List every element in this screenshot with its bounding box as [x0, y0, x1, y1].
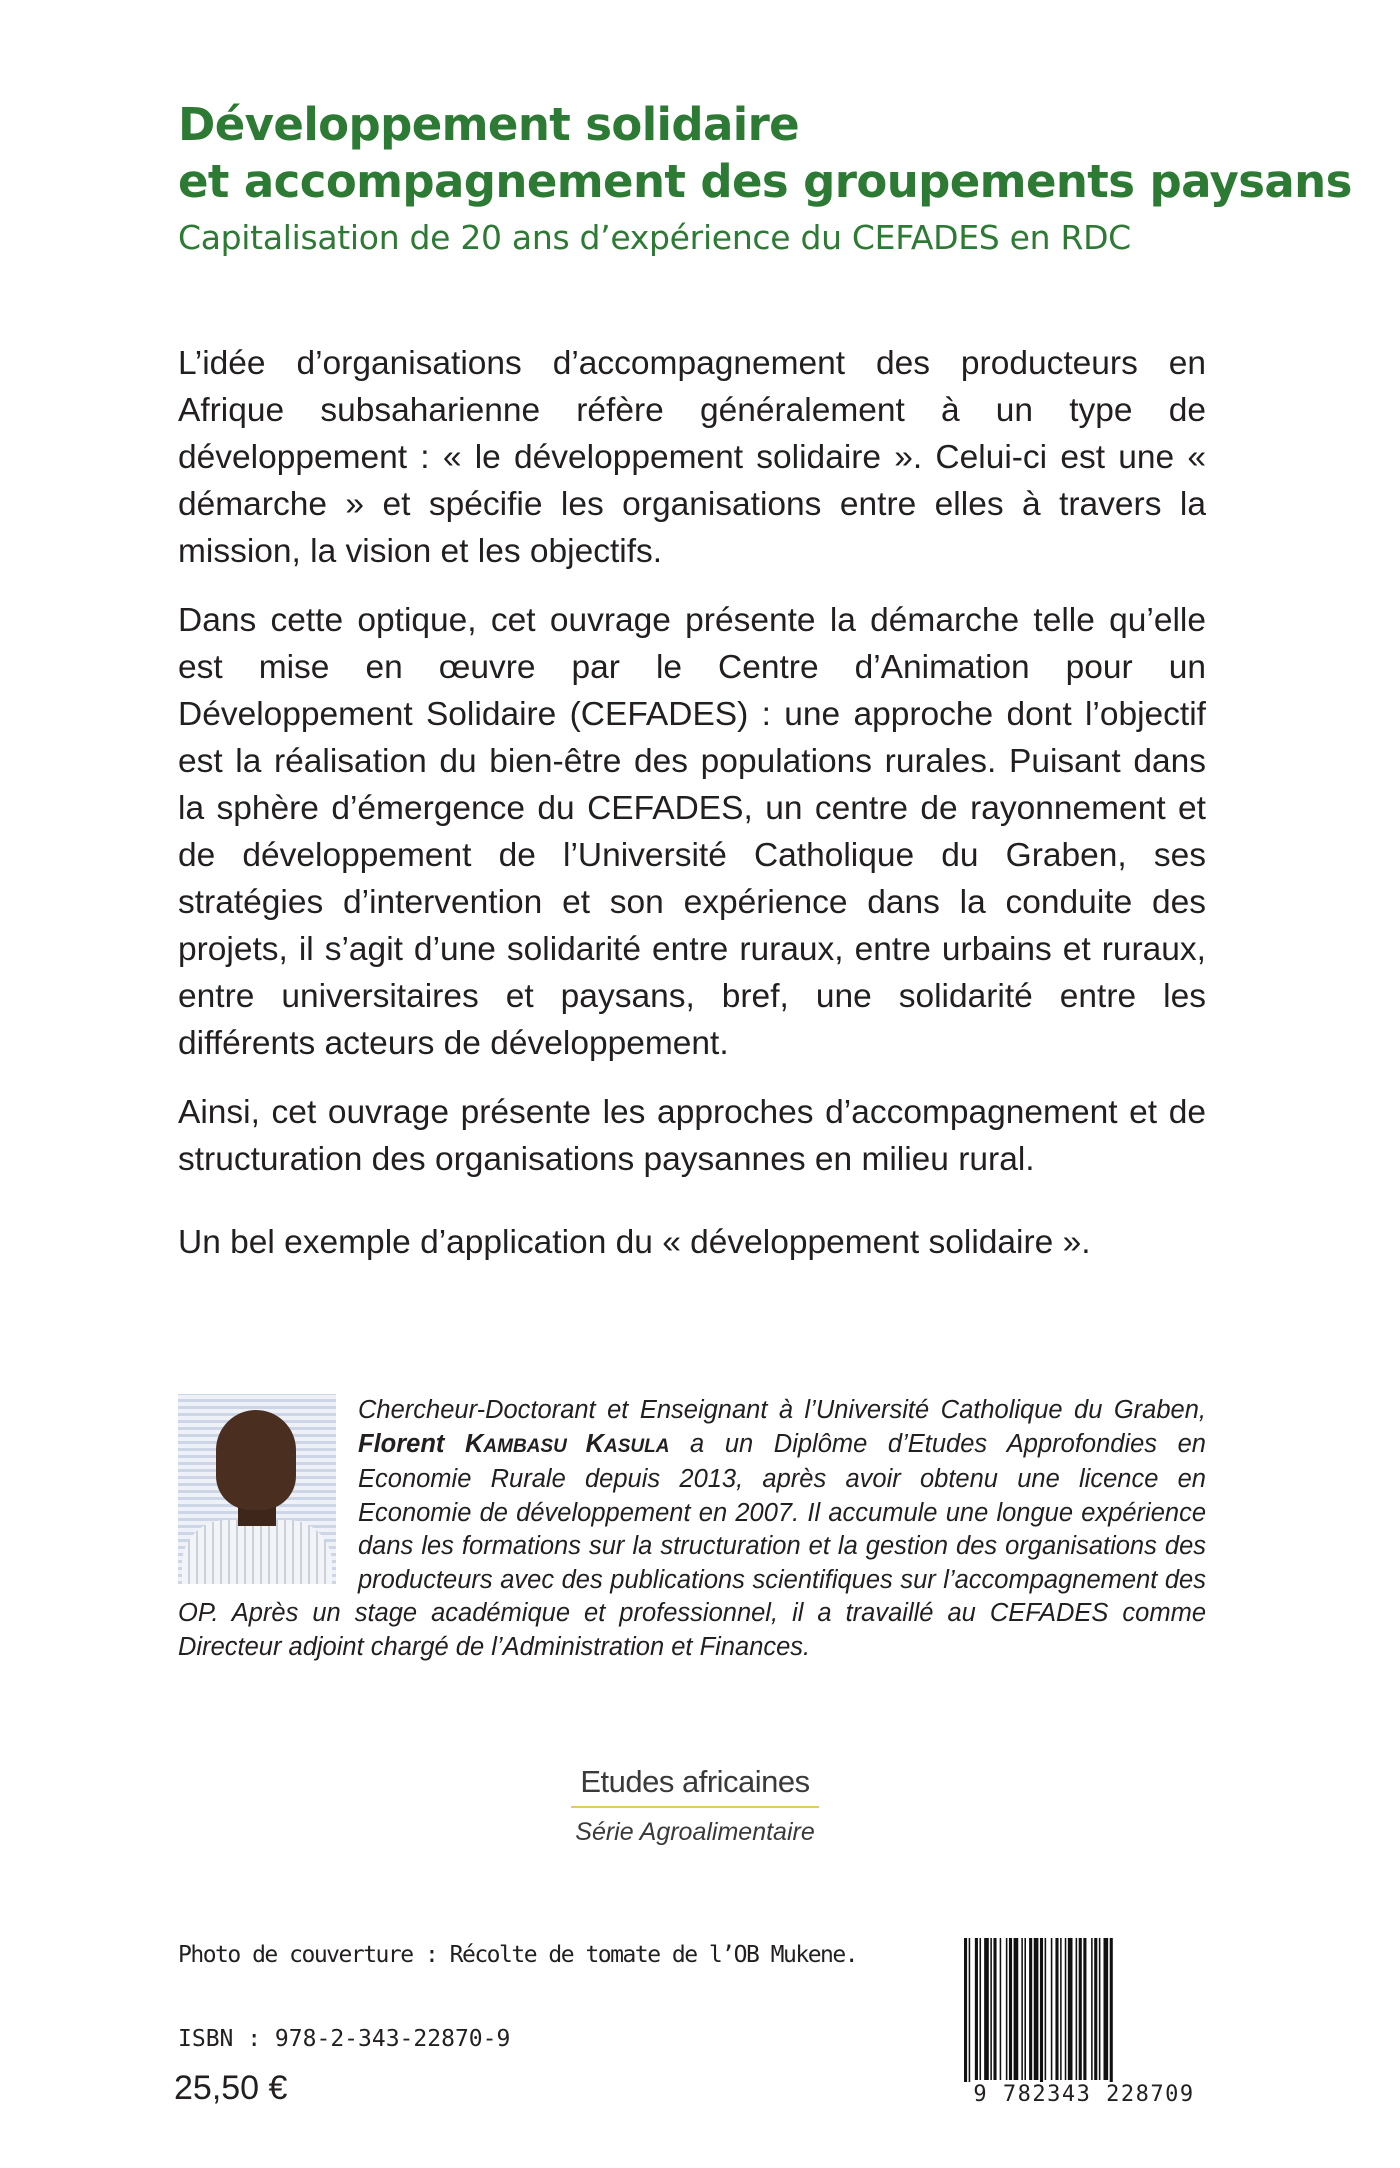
summary-paragraph-4: Un bel exemple d’application du « développement solidaire ».: [178, 1224, 1091, 1261]
barcode-bar: [1076, 1938, 1078, 2080]
book-title-block: [178, 96, 1352, 260]
series-subseries: Série Agroalimentaire: [575, 1818, 815, 1846]
barcode-digits: 9 782343 228709: [960, 2082, 1208, 2108]
barcode-bar: [1065, 1938, 1067, 2080]
barcode-bar: [1009, 1938, 1012, 2080]
cover-photo-credit: Photo de couverture : Récolte de tomate de l’OB Mukene.: [178, 1942, 858, 1968]
barcode-bar: [1006, 1938, 1008, 2080]
book-title-line-1: Développement solidaire: [178, 98, 800, 151]
author-photo: [178, 1394, 336, 1584]
author-bio: [178, 1394, 1206, 1664]
barcode-bar: [1091, 1938, 1093, 2080]
book-subtitle: Capitalisation de 20 ans d’expérience du CEFADES en RDC: [178, 218, 1131, 257]
barcode-bar: [969, 1938, 971, 2088]
barcode: [960, 1938, 1208, 2108]
barcode-bar: [1110, 1938, 1113, 2088]
series-divider: [571, 1806, 819, 1808]
barcode-bar: [1034, 1938, 1039, 2080]
barcode-bars: [960, 1938, 1208, 2088]
barcode-bar: [1051, 1938, 1053, 2080]
barcode-bar: [975, 1938, 978, 2080]
barcode-bar: [1040, 1938, 1043, 2088]
series-name: Etudes africaines: [580, 1764, 810, 1799]
barcode-bar: [1045, 1938, 1047, 2080]
barcode-bar: [1068, 1938, 1073, 2080]
barcode-bar: [1014, 1938, 1019, 2080]
back-cover-summary: [178, 340, 1206, 1288]
isbn: ISBN : 978-2-343-22870-9: [178, 2026, 511, 2052]
summary-paragraph-2: Dans cette optique, cet ouvrage présente la démarche telle qu’elle est mise en œuvre par le Centre d’Animation pour un Développement Solidaire (CEFADES) : une approche dont l’objectif est la réalisation du bien-être des populations rurales. Puisant dans la sphère d’émergence du CEFADES, un centre de rayonnement et de développement de l’Université Catholique du Graben, ses stratégies d’intervention et son expérience dans la conduite des projets, il s’agit d’une solidarité entre ruraux, entre urbains et ruraux, entre universitaires et paysans, bref, une solidarité entre les différents acteurs de développement.: [178, 602, 1206, 1062]
barcode-bar: [1104, 1938, 1109, 2080]
summary-paragraph-3: Ainsi, cet ouvrage présente les approches d’accompagnement et de structuration des organisations paysannes en milieu rural.: [178, 1094, 1206, 1178]
book-title-line-2: et accompagnement des groupements paysans: [178, 155, 1352, 208]
barcode-bar: [990, 1938, 992, 2080]
barcode-bar: [964, 1938, 967, 2088]
author-name: Florent KAMBASU KASULA: [358, 1429, 670, 1458]
author-bio-intro: Chercheur-Doctorant et Enseignant à l’Université Catholique du Graben,: [358, 1396, 1206, 1424]
barcode-bar: [1099, 1938, 1101, 2080]
barcode-bar: [1029, 1938, 1032, 2080]
barcode-bar: [1083, 1938, 1086, 2080]
barcode-bar: [1060, 1938, 1062, 2080]
barcode-bar: [984, 1938, 989, 2080]
barcode-bar: [980, 1938, 982, 2080]
barcode-bar: [1079, 1938, 1082, 2080]
barcode-bar: [1024, 1938, 1026, 2080]
price: 25,50 €: [174, 2069, 288, 2107]
barcode-bar: [1094, 1938, 1097, 2080]
barcode-bar: [1055, 1938, 1058, 2080]
summary-paragraph-1: L’idée d’organisations d’accompagnement des producteurs en Afrique subsaharienne réfère généralement à un type de développement : « le développement solidaire ». Celui-ci est une « démarche » et spécifie les organisations entre elles à travers la mission, la vision et les objectifs.: [178, 345, 1206, 570]
barcode-bar: [993, 1938, 996, 2080]
barcode-bar: [1000, 1938, 1002, 2080]
barcode-bar: [1021, 1938, 1023, 2080]
series-logo: [450, 1762, 940, 1848]
author-bio-rest: a un Diplôme d’Etudes Approfondies en Economie Rurale depuis 2013, après avoir obtenu une licence en Economie de développement en 2007. Il accumule une longue expérience dans les formations sur la structuration et la gestion des organisations des producteurs avec des publications scientifiques sur l’accompagnement des OP. Après un stage académique et professionnel, il a travaillé au CEFADES comme Directeur adjoint chargé de l’Administration et Finances.: [178, 1429, 1206, 1661]
